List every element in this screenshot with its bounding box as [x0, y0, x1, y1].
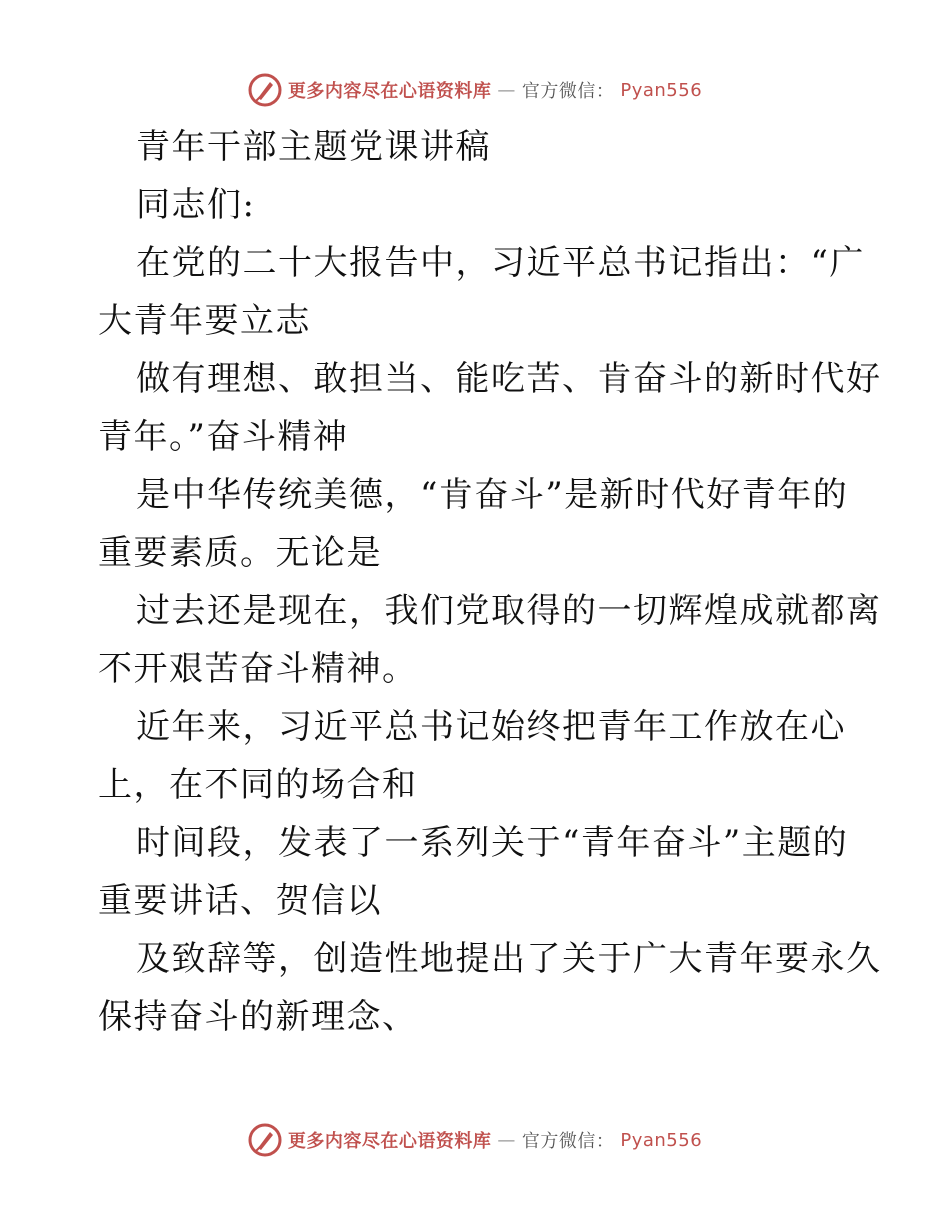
footer-watermark: [0, 1120, 950, 1160]
document-title: 青年干部主题党课讲稿: [136, 127, 491, 167]
quill-logo-icon: [248, 73, 282, 107]
salutation: 同志们:: [136, 185, 256, 225]
paragraph: 是中华传统美德，“肯奋斗”是新时代好青年的 重要素质。无论是: [98, 475, 849, 573]
watermark-brand: 更多内容尽在心语资料库: [287, 81, 492, 102]
paragraph: 过去还是现在，我们党取得的一切辉煌成就都离 不开艰苦奋斗精神。: [98, 591, 882, 689]
watermark-official-label: 官方微信：: [521, 81, 615, 102]
watermark-dash: —: [497, 1129, 516, 1151]
watermark-wechat-id: Pyan556: [620, 79, 703, 101]
header-watermark: [0, 70, 950, 110]
watermark-wechat-id: Pyan556: [620, 1129, 703, 1151]
paragraph: 在党的二十大报告中，习近平总书记指出：“广 大青年要立志: [98, 243, 865, 341]
watermark-brand: 更多内容尽在心语资料库: [287, 1131, 492, 1152]
document-body: [98, 118, 882, 1046]
paragraph: 近年来，习近平总书记始终把青年工作放在心 上，在不同的场合和: [98, 707, 846, 805]
watermark-dash: —: [497, 79, 516, 101]
paragraph: 时间段，发表了一系列关于“青年奋斗”主题的 重要讲话、贺信以: [98, 823, 849, 921]
paragraph: 做有理想、敢担当、能吃苦、肯奋斗的新时代好 青年。”奋斗精神: [98, 359, 882, 457]
watermark-official-label: 官方微信：: [521, 1131, 615, 1152]
quill-logo-icon: [248, 1123, 282, 1157]
paragraph: 及致辞等，创造性地提出了关于广大青年要永久 保持奋斗的新理念、: [98, 939, 882, 1037]
